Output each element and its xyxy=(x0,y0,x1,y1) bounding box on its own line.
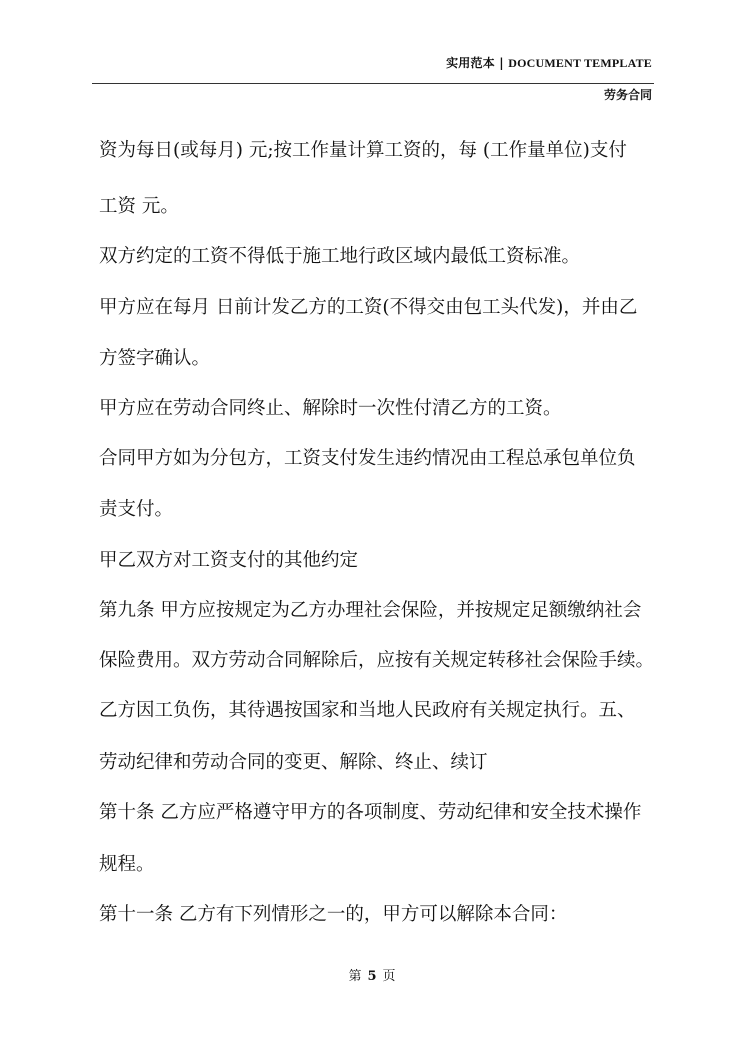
body-line: 第十条 乙方应严格遵守甲方的各项制度、劳动纪律和安全技术操作 xyxy=(99,802,642,823)
page-number: 5 xyxy=(367,969,377,984)
body-line: 第九条 甲方应按规定为乙方办理社会保险，并按规定足额缴纳社会 xyxy=(99,600,642,621)
body-line: 资为每日(或每月) 元;按工作量计算工资的，每 (工作量单位)支付 xyxy=(99,140,627,161)
body-line: 责支付。 xyxy=(99,499,174,520)
body-line: 合同甲方如为分包方，工资支付发生违约情况由工程总承包单位负 xyxy=(99,448,636,469)
body-line: 双方约定的工资不得低于施工地行政区域内最低工资标准。 xyxy=(99,246,581,267)
body-line: 甲乙双方对工资支付的其他约定 xyxy=(99,550,359,571)
header-title-cn: 实用范本 xyxy=(446,56,495,70)
header-title-en: DOCUMENT TEMPLATE xyxy=(508,56,652,70)
footer-suffix: 页 xyxy=(382,969,396,984)
body-line: 第十一条 乙方有下列情形之一的，甲方可以解除本合同： xyxy=(99,904,568,925)
page-footer xyxy=(0,965,744,984)
body-line: 甲方应在每月 日前计发乙方的工资(不得交由包工头代发)，并由乙 xyxy=(99,297,638,318)
header-divider xyxy=(92,83,654,84)
body-line: 规程。 xyxy=(99,854,155,875)
header-separator: | xyxy=(499,56,504,70)
body-line: 乙方因工负伤，其待遇按国家和当地人民政府有关规定执行。五、 xyxy=(99,700,636,721)
footer-prefix: 第 xyxy=(348,969,362,984)
body-line: 劳动纪律和劳动合同的变更、解除、终止、续订 xyxy=(99,752,488,773)
body-line: 方签字确认。 xyxy=(99,348,211,369)
header-subtitle: 劳务合同 xyxy=(603,88,652,102)
document-body xyxy=(99,139,661,927)
header-title xyxy=(446,54,652,71)
body-line: 保险费用。双方劳动合同解除后，应按有关规定转移社会保险手续。 xyxy=(99,650,655,671)
body-line: 工资 元。 xyxy=(99,196,179,217)
body-line: 甲方应在劳动合同终止、解除时一次性付清乙方的工资。 xyxy=(99,398,562,419)
